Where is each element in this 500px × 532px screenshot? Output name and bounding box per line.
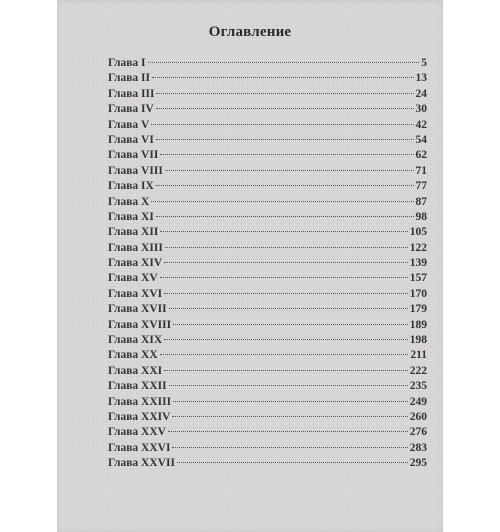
chapter-label: Глава II <box>108 72 151 85</box>
chapter-label: Глава X <box>108 195 150 208</box>
dot-leader <box>160 154 413 155</box>
toc-entry <box>108 164 427 179</box>
dot-leader <box>172 416 407 417</box>
dot-leader <box>160 354 409 355</box>
dot-leader <box>164 339 408 340</box>
page-number: 77 <box>415 180 427 193</box>
toc-entry <box>108 302 427 317</box>
toc-entry <box>108 395 427 410</box>
chapter-label: Глава XXV <box>108 426 166 439</box>
page-number: 5 <box>421 57 427 69</box>
dot-leader <box>156 216 414 217</box>
chapter-label: Глава XII <box>108 226 159 239</box>
dot-leader <box>156 108 414 109</box>
toc-entry <box>108 179 427 194</box>
page-number: 54 <box>415 133 427 146</box>
page-number: 62 <box>415 149 427 162</box>
toc-entry <box>108 56 427 71</box>
chapter-label: Глава XXIV <box>108 410 171 423</box>
dot-leader <box>169 308 408 309</box>
chapter-label: Глава XVIII <box>108 318 172 331</box>
dot-leader <box>165 170 414 171</box>
toc-entry <box>108 287 427 302</box>
page-number: 87 <box>415 195 427 208</box>
toc-entry <box>108 133 427 148</box>
toc-entry <box>108 348 427 363</box>
toc-entry <box>108 379 427 394</box>
toc-entry <box>108 425 427 440</box>
page-number: 283 <box>409 441 427 454</box>
page-number: 105 <box>409 226 427 239</box>
dot-leader <box>164 262 408 263</box>
chapter-label: Глава XXIII <box>108 395 172 408</box>
page-number: 98 <box>415 210 427 223</box>
toc-entry <box>108 71 427 86</box>
toc-entry <box>108 256 427 271</box>
dot-leader <box>156 139 414 140</box>
dot-leader <box>169 385 408 386</box>
chapter-label: Глава XXI <box>108 364 163 377</box>
toc-entry <box>108 148 427 163</box>
page-number: 24 <box>415 87 427 100</box>
dot-leader <box>152 77 413 78</box>
dot-leader <box>177 462 408 463</box>
chapter-label: Глава VI <box>108 133 154 146</box>
dot-leader <box>165 247 408 248</box>
page-number: 276 <box>409 426 427 439</box>
toc-entry <box>108 241 427 256</box>
toc-entry <box>108 333 427 348</box>
page-number: 189 <box>409 318 427 331</box>
page-number: 13 <box>415 72 427 85</box>
chapter-label: Глава I <box>108 57 146 69</box>
toc-entry <box>108 410 427 425</box>
page-title: Оглавление <box>208 24 292 40</box>
dot-leader <box>156 93 413 94</box>
toc-entry <box>108 118 427 133</box>
chapter-label: Глава XXII <box>108 380 167 393</box>
chapter-label: Глава IX <box>108 180 154 193</box>
chapter-label: Глава XIV <box>108 257 163 270</box>
dot-leader <box>164 293 408 294</box>
page-number: 235 <box>409 380 427 393</box>
page-number: 295 <box>409 457 427 470</box>
toc-entry <box>108 456 427 471</box>
page-number: 179 <box>409 303 427 316</box>
dot-leader <box>173 324 408 325</box>
dot-leader <box>160 231 407 232</box>
dot-leader <box>160 277 408 278</box>
dot-leader <box>164 370 408 371</box>
dot-leader <box>173 401 408 402</box>
page-number: 211 <box>410 349 427 362</box>
page-number: 139 <box>409 257 427 270</box>
toc-entry <box>108 195 427 210</box>
page-number: 198 <box>409 334 427 347</box>
chapter-label: Глава XVII <box>108 303 167 316</box>
dot-leader <box>168 431 408 432</box>
chapter-label: Глава XIX <box>108 334 163 347</box>
toc-entry <box>108 271 427 286</box>
page-number: 30 <box>415 103 427 116</box>
chapter-label: Глава VIII <box>108 164 163 177</box>
chapter-label: Глава XXVII <box>108 457 175 470</box>
chapter-label: Глава XVI <box>108 287 163 300</box>
chapter-label: Глава XX <box>108 349 158 362</box>
book-page <box>57 0 443 532</box>
chapter-label: Глава IV <box>108 103 154 116</box>
toc-entry <box>108 318 427 333</box>
page-number: 170 <box>409 287 427 300</box>
toc-entry <box>108 441 427 456</box>
dot-leader <box>151 201 413 202</box>
toc-entry <box>108 210 427 225</box>
chapter-label: Глава XI <box>108 210 154 223</box>
page-number: 157 <box>409 272 427 285</box>
chapter-label: Глава XV <box>108 272 158 285</box>
dot-leader <box>156 185 414 186</box>
page-number: 122 <box>409 241 427 254</box>
chapter-label: Глава XIII <box>108 241 163 254</box>
dot-leader <box>172 447 407 448</box>
chapter-label: Глава XXVI <box>108 441 171 454</box>
toc-entry <box>108 225 427 240</box>
toc-entry <box>108 364 427 379</box>
page-number: 222 <box>409 364 427 377</box>
chapter-label: Глава VII <box>108 149 159 162</box>
toc-entry <box>108 102 427 117</box>
dot-leader <box>151 124 413 125</box>
toc-entry <box>108 87 427 102</box>
page-number: 42 <box>415 118 427 131</box>
page-number: 71 <box>415 164 427 177</box>
page-number: 260 <box>409 410 427 423</box>
table-of-contents <box>108 56 427 472</box>
dot-leader <box>148 62 420 63</box>
page-number: 249 <box>409 395 427 408</box>
chapter-label: Глава III <box>108 87 155 100</box>
chapter-label: Глава V <box>108 118 150 131</box>
